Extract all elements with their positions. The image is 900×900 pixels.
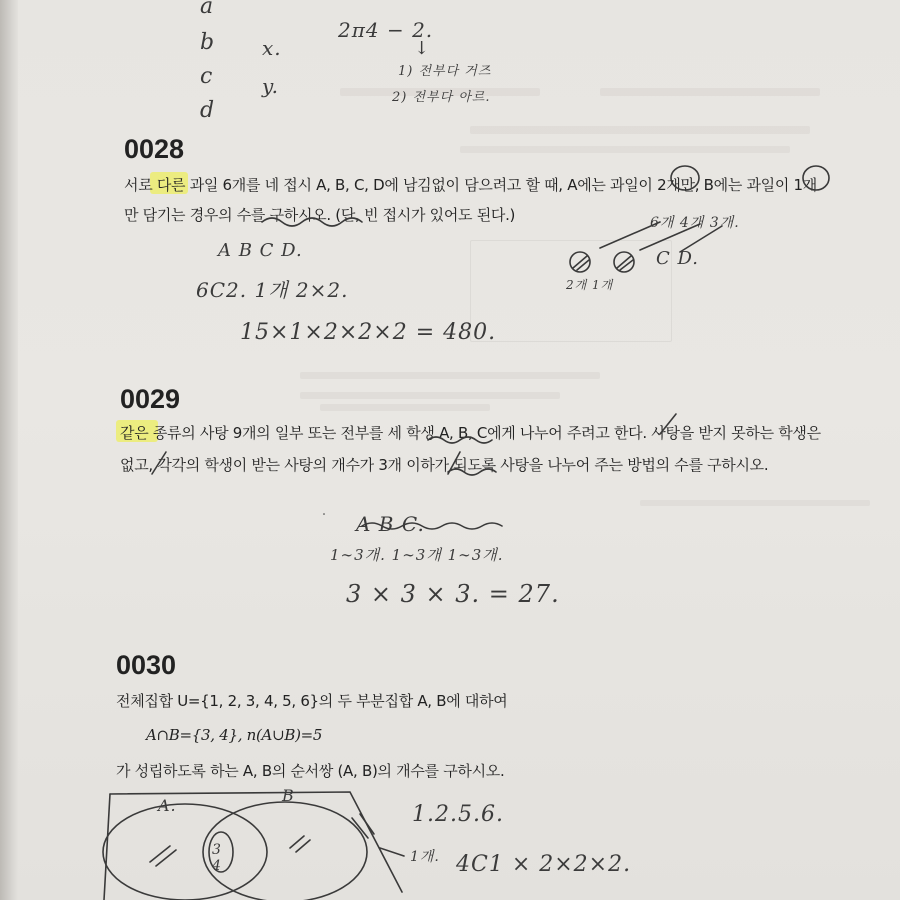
venn-label-b: B [282,786,295,805]
problem-0030-line-3: 가 성립하도록 하는 A, B의 순서쌍 (A, B)의 개수를 구하시오. [116,762,505,780]
work-0030-line-2: 1개. [410,849,440,865]
work-0028-result: 15×1×2×2×2 = 480. [240,320,497,345]
pen-underline-wave [362,523,502,529]
note-line-1: 1) 전부다 거즈 [398,64,492,79]
work-0028-header: A B C D. [218,240,303,261]
work-0028-side-under: 2개 1개 [566,278,614,292]
work-0028-side-top: 6개 4개 3개. [650,215,740,231]
problem-0028-line-1: 서로 다른 과일 6개를 네 접시 A, B, C, D에 남김없이 담으려고 할 때, A에는 과일이 2개만, B에는 과일이 1개 [124,176,817,194]
problem-0029-line-2: 없고, 각각의 학생이 받는 사탕의 개수가 3개 이하가 되도록 사탕을 나누어 주는 방법의 수를 구하시오. [120,456,769,474]
problem-number-0028: 0028 [124,134,185,164]
note-letter-c: c [200,64,214,89]
problem-0029-line-1: 같은 종류의 사탕 9개의 일부 또는 전부를 세 학생 A, B, C에게 나누어 주려고 한다. 사탕을 받지 못하는 학생은 [120,424,821,442]
note-letter-d: d [200,98,216,123]
note-mark-x: x. [262,36,282,60]
work-0029-result: 3 × 3 × 3. = 27. [346,580,560,608]
pen-arrow [600,222,660,248]
problem-0030-line-1: 전체집합 U={1, 2, 3, 4, 5, 6}의 두 부분집합 A, B에 대하여 [116,692,508,710]
pen-underline-wave [428,437,492,443]
pen-slash [660,414,676,434]
note-line-2: 2) 전부다 아르. [392,90,491,105]
venn-circle-a [103,804,267,900]
note-letter-b: b [200,30,216,55]
problem-0030-line-2: A∩B={3, 4}, n(A∪B)=5 [146,726,323,744]
pen-hatch [573,256,633,270]
work-0028-side-labels: C D. [656,248,700,269]
problem-0028-line-2: 만 담기는 경우의 수를 구하시오. (단, 빈 접시가 있어도 된다.) [124,206,516,224]
note-letter-a: a [200,0,215,19]
venn-universe-box [104,794,110,900]
pen-slash [152,452,166,474]
work-0030-line-1: 1.2.5.6. [412,802,504,827]
work-0028-row: 6C2. 1개 2×2. [196,278,349,302]
problem-number-0030: 0030 [116,650,177,680]
work-0030-line-3: 4C1 × 2×2×2. [456,852,632,877]
pen-slash [448,452,460,474]
problem-number-0029: 0029 [120,384,181,414]
work-0029-header: A B C. [356,512,425,536]
venn-circle-b [203,802,367,900]
note-arrow: ↓ [414,38,431,59]
venn-center-values: 3 4 [212,842,222,874]
pen-underline-wave [262,218,362,226]
work-0029-row: 1∼3개. 1∼3개 1∼3개. [330,546,504,564]
pen-underline-wave [448,469,496,475]
pen-circle [671,166,699,190]
venn-label-a: A. [158,796,177,815]
note-mark-y: y. [262,74,279,98]
note-formula: 2π4 − 2. [338,18,434,42]
pen-circle [803,166,829,190]
venn-circle-center [209,832,233,872]
pen-arrow [380,848,404,856]
